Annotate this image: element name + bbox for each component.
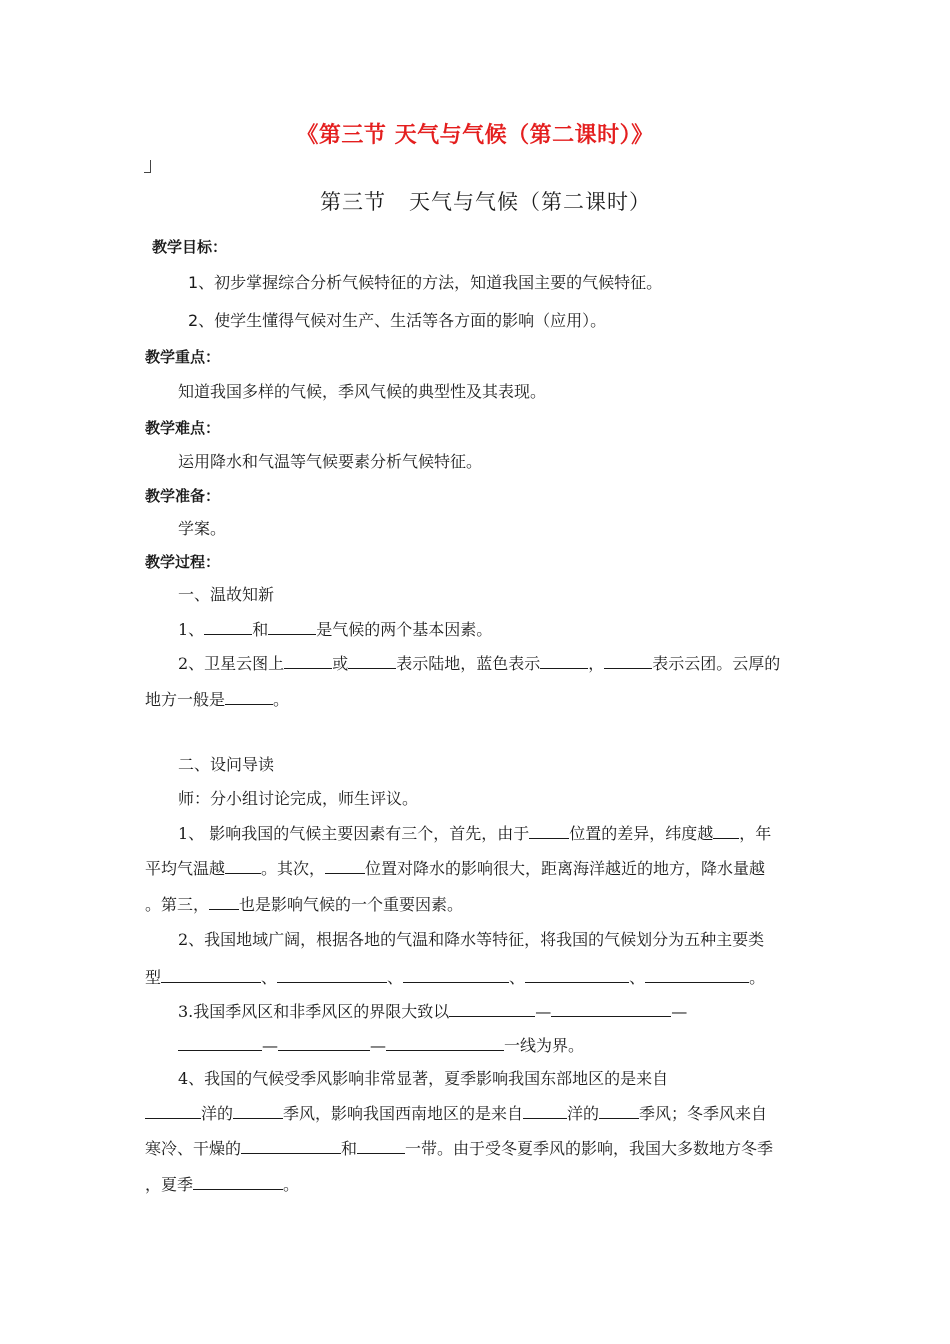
fill-blank[interactable] xyxy=(161,966,261,983)
fill-blank[interactable] xyxy=(204,618,252,635)
fill-blank[interactable] xyxy=(525,966,629,983)
corner-mark xyxy=(144,160,151,173)
s2-question-4-cont: 洋的 季风，影响我国西南地区的是来自 洋的 季风；冬季风来自 xyxy=(145,1102,767,1125)
fill-blank[interactable] xyxy=(713,822,739,839)
section1-title: 一、温故知新 xyxy=(178,585,275,604)
fill-blank[interactable] xyxy=(178,1034,262,1051)
fill-blank[interactable] xyxy=(225,688,273,705)
fill-blank[interactable] xyxy=(540,652,588,669)
prep-heading: 教学准备： xyxy=(145,487,221,505)
fill-blank[interactable] xyxy=(209,893,239,910)
s2-question-2: 2、我国地域广阔，根据各地的气温和降水等特征，将我国的气候划分为五种主要类 xyxy=(178,930,765,949)
fill-blank[interactable] xyxy=(241,1137,341,1154)
red-title: 《第三节 天气与气候（第二课时）》 xyxy=(296,123,654,148)
objective-item: 2、使学生懂得气候对生产、生活等各方面的影响（应用）。 xyxy=(188,311,607,330)
main-title: 第三节 天气与气候（第二课时） xyxy=(320,190,652,214)
s2-question-1-cont: 平均气温越 。其次， 位置对降水的影响很大，距离海洋越近的地方，降水量越 xyxy=(145,859,766,878)
fill-blank[interactable] xyxy=(233,1102,283,1119)
fill-blank[interactable] xyxy=(449,1000,535,1017)
fill-blank[interactable] xyxy=(529,822,569,839)
fill-blank[interactable] xyxy=(523,1102,567,1119)
fill-blank[interactable] xyxy=(268,618,316,635)
key-text: 知道我国多样的气候，季风气候的典型性及其表现。 xyxy=(178,382,547,401)
fill-blank[interactable] xyxy=(357,1137,405,1154)
teacher-note: 师：分小组讨论完成，师生评议。 xyxy=(178,789,419,808)
fill-blank[interactable] xyxy=(277,966,387,983)
fill-blank[interactable] xyxy=(348,652,396,669)
difficulty-heading: 教学难点： xyxy=(145,419,221,437)
fill-blank[interactable] xyxy=(225,857,261,874)
s2-question-1: 1、 影响我国的气候主要因素有三个，首先，由于 位置的差异，纬度越 ，年 xyxy=(178,824,772,843)
section2-title: 二、设问导读 xyxy=(178,755,275,774)
key-heading: 教学重点： xyxy=(145,348,221,366)
fill-blank[interactable] xyxy=(193,1173,283,1190)
fill-blank[interactable] xyxy=(645,966,749,983)
objective-item: 1、初步掌握综合分析气候特征的方法，知道我国主要的气候特征。 xyxy=(188,273,663,292)
s2-question-4-cont: 寒冷、干燥的 和 一带。由于受冬夏季风的影响，我国大多数地方冬季 xyxy=(145,1139,774,1158)
s2-question-3-cont: — — 一线为界。 xyxy=(178,1034,584,1057)
s2-question-4-cont: ，夏季 。 xyxy=(145,1175,300,1194)
fill-blank[interactable] xyxy=(403,966,509,983)
s2-question-2-cont: 型 、 、 、 、 。 xyxy=(145,968,766,987)
objectives-heading: 教学目标： xyxy=(152,238,228,256)
prep-text: 学案。 xyxy=(178,519,227,538)
fill-blank[interactable] xyxy=(278,1034,370,1051)
fill-blank[interactable] xyxy=(604,652,652,669)
fill-blank[interactable] xyxy=(386,1034,504,1051)
s2-question-4: 4、我国的气候受季风影响非常显著，夏季影响我国东部地区的是来自 xyxy=(178,1069,669,1088)
fill-blank[interactable] xyxy=(325,857,365,874)
s1-question-2-cont: 地方一般是 。 xyxy=(145,690,290,709)
difficulty-text: 运用降水和气温等气候要素分析气候特征。 xyxy=(178,452,483,471)
s1-question-1: 1、 和 是气候的两个基本因素。 xyxy=(178,620,493,639)
fill-blank[interactable] xyxy=(284,652,332,669)
fill-blank[interactable] xyxy=(551,1000,671,1017)
fill-blank[interactable] xyxy=(145,1102,201,1119)
s2-question-3: 3.我国季风区和非季风区的界限大致以 — — xyxy=(178,1002,688,1021)
fill-blank[interactable] xyxy=(599,1102,639,1119)
s2-question-1-cont: 。第三， 也是影响气候的一个重要因素。 xyxy=(145,895,464,914)
s1-question-2: 2、卫星云图上 或 表示陆地，蓝色表示 ， 表示云团。云厚的 xyxy=(178,654,781,673)
process-heading: 教学过程： xyxy=(145,553,221,571)
